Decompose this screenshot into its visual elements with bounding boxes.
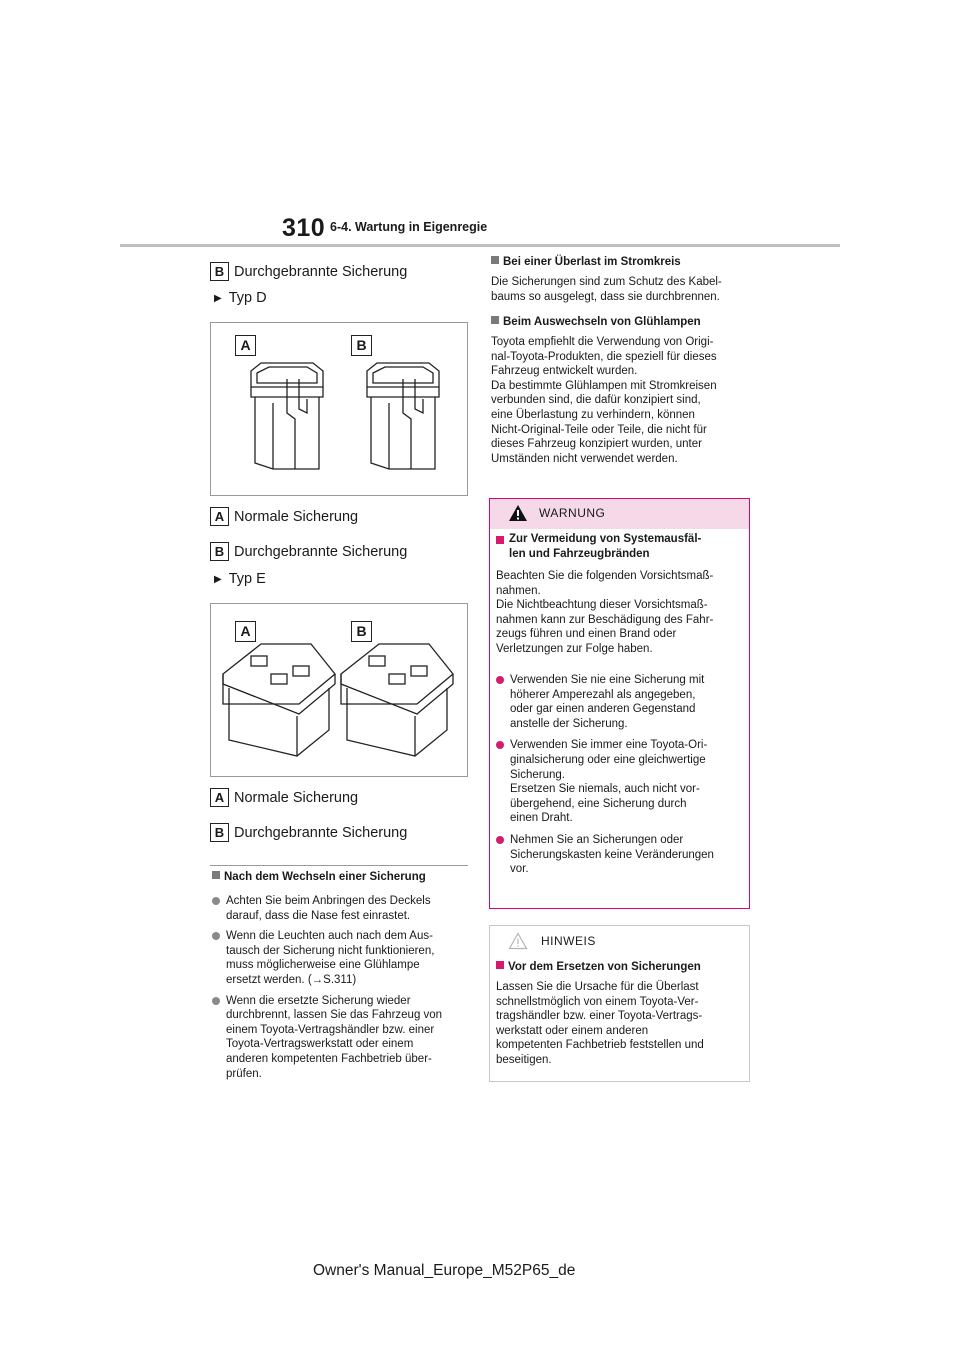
line: einen Draht. bbox=[510, 812, 573, 825]
bullet-dot-icon bbox=[496, 836, 504, 844]
line: Achten Sie beim Anbringen des Deckels bbox=[226, 895, 431, 907]
line: Ersetzen Sie niemals, auch nicht vor- bbox=[510, 783, 700, 796]
line: nahmen. bbox=[496, 584, 541, 597]
caption-text: Normale Sicherung bbox=[234, 789, 359, 806]
caption-text: Durchgebrannte Sicherung bbox=[234, 263, 408, 280]
fuse-typ-e-illustration bbox=[211, 604, 467, 776]
typ-d-heading bbox=[214, 290, 267, 306]
line: Wenn die ersetzte Sicherung wieder bbox=[226, 994, 411, 1007]
line: vor. bbox=[510, 863, 529, 876]
line: tragshändler bzw. einer Toyota-Vertrags- bbox=[496, 1010, 703, 1023]
section-title-text: Nach dem Wechseln einer Sicherung bbox=[224, 871, 426, 883]
line: ersetzt werden. (→S.311) bbox=[226, 973, 357, 986]
fuse-typ-d-illustration bbox=[211, 323, 467, 495]
line: Toyota-Vertragswerkstatt oder einem bbox=[226, 1038, 414, 1051]
bullet-dot-icon bbox=[496, 676, 504, 684]
figure-label-b: B bbox=[351, 621, 372, 642]
line: verbunden sind, die dafür konzipiert sind, bbox=[491, 394, 701, 407]
triangle-right-icon: ▶ bbox=[214, 574, 222, 585]
line: Verletzungen zur Folge haben. bbox=[496, 642, 653, 655]
line: Umständen nicht verwendet werden. bbox=[491, 452, 678, 465]
footer-title: Owner's Manual_Europe_M52P65_de bbox=[313, 1262, 576, 1279]
bullet-dot-icon bbox=[212, 897, 220, 905]
warning-triangle-icon bbox=[508, 504, 528, 522]
line: Verwenden Sie nie eine Sicherung mit bbox=[510, 674, 705, 686]
note-title bbox=[496, 961, 701, 973]
bulb-title bbox=[491, 316, 701, 328]
line: Lassen Sie die Ursache für die Überlast bbox=[496, 981, 699, 993]
overload-title-text: Bei einer Überlast im Stromkreis bbox=[503, 256, 681, 268]
bullet-dot-icon bbox=[212, 932, 220, 940]
line: zeugs führen und einen Brand oder bbox=[496, 628, 677, 641]
header-rule bbox=[120, 244, 840, 247]
line: ginalsicherung oder eine gleichwertige bbox=[510, 753, 706, 766]
note-text bbox=[496, 980, 746, 1068]
caption-blown-fuse-top bbox=[210, 262, 407, 281]
figure-label-b: B bbox=[351, 335, 372, 356]
line: schnellstmöglich von einem Toyota-Ver- bbox=[496, 995, 699, 1008]
line: nahmen kann zur Beschädigung des Fahr- bbox=[496, 613, 714, 626]
bullet-dot-icon bbox=[212, 997, 220, 1005]
note-title-text: Vor dem Ersetzen von Sicherungen bbox=[508, 961, 701, 973]
line: einem Toyota-Vertragshändler bzw. einer bbox=[226, 1023, 435, 1036]
line: Nicht-Original-Teile oder Teile, die nicht für bbox=[491, 423, 707, 436]
line: Die Sicherungen sind zum Schutz des Kabel- bbox=[491, 276, 722, 288]
caption-normal-fuse-e bbox=[210, 788, 358, 807]
warning-intro bbox=[496, 569, 746, 657]
overload-title bbox=[491, 256, 681, 268]
list-item bbox=[212, 894, 472, 923]
square-bullet-icon bbox=[491, 316, 499, 324]
line: oder gar einen anderen Gegenstand bbox=[510, 703, 696, 716]
typ-e-label: Typ E bbox=[228, 571, 266, 587]
square-bullet-icon bbox=[496, 961, 504, 969]
bullet-dot-icon bbox=[496, 741, 504, 749]
list-item bbox=[496, 738, 746, 826]
figure-typ-e bbox=[210, 603, 468, 777]
badge-b: B bbox=[210, 542, 229, 561]
line: Toyota empfiehlt die Verwendung von Origi- bbox=[491, 336, 714, 348]
badge-b: B bbox=[210, 262, 229, 281]
line: Wenn die Leuchten auch nach dem Aus- bbox=[226, 930, 433, 943]
line: kompetenten Fachbetrieb feststellen und bbox=[496, 1039, 704, 1052]
square-bullet-icon bbox=[496, 536, 504, 544]
line: darauf, dass die Nase fest einrastet. bbox=[226, 909, 411, 922]
caption-blown-fuse-d bbox=[210, 542, 407, 561]
warning-bullet-list bbox=[496, 673, 746, 877]
line: nal-Toyota-Produkten, die speziell für dieses bbox=[491, 350, 717, 363]
warning-label: WARNUNG bbox=[539, 506, 606, 520]
figure-typ-d bbox=[210, 322, 468, 496]
bulb-text bbox=[491, 335, 761, 466]
badge-a: A bbox=[210, 507, 229, 526]
caption-blown-fuse-e bbox=[210, 823, 407, 842]
list-item bbox=[496, 673, 746, 731]
triangle-right-icon: ▶ bbox=[214, 293, 222, 304]
line: Sicherungskasten keine Veränderungen bbox=[510, 848, 714, 861]
line: Sicherung. bbox=[510, 768, 565, 781]
warning-title bbox=[496, 532, 746, 561]
note-label: HINWEIS bbox=[541, 934, 596, 948]
line: durchbrennt, lassen Sie das Fahrzeug von bbox=[226, 1009, 443, 1022]
line: anderen kompetenten Fachbetrieb über- bbox=[226, 1052, 432, 1065]
square-bullet-icon bbox=[212, 871, 220, 879]
list-item bbox=[212, 994, 472, 1082]
line: beseitigen. bbox=[496, 1053, 552, 1066]
line: eine Überlastung zu verhindern, können bbox=[491, 408, 695, 421]
left-bullet-list bbox=[212, 894, 472, 1081]
line: Nehmen Sie an Sicherungen oder bbox=[510, 833, 684, 846]
caution-triangle-icon bbox=[508, 932, 528, 950]
line: len und Fahrzeugbränden bbox=[509, 547, 650, 560]
line: Beachten Sie die folgenden Vorsichtsmaß- bbox=[496, 570, 714, 582]
line: anstelle der Sicherung. bbox=[510, 717, 628, 730]
bulb-title-text: Beim Auswechseln von Glühlampen bbox=[503, 316, 701, 328]
line: muss möglicherweise eine Glühlampe bbox=[226, 959, 420, 972]
line: tausch der Sicherung nicht funktionieren, bbox=[226, 944, 435, 957]
list-item bbox=[496, 833, 746, 877]
overload-text bbox=[491, 275, 761, 304]
line: baums so ausgelegt, dass sie durchbrennen. bbox=[491, 290, 720, 303]
typ-e-heading bbox=[214, 571, 266, 587]
list-item bbox=[212, 929, 472, 987]
page-number: 310 bbox=[282, 214, 326, 242]
caption-text: Durchgebrannte Sicherung bbox=[234, 824, 408, 841]
section-title-after-fuse-change bbox=[212, 871, 426, 883]
badge-a: A bbox=[210, 788, 229, 807]
caption-text: Durchgebrannte Sicherung bbox=[234, 543, 408, 560]
figure-label-a: A bbox=[235, 335, 256, 356]
figure-label-a: A bbox=[235, 621, 256, 642]
line: höherer Amperezahl als angegeben, bbox=[510, 688, 696, 701]
line: Da bestimmte Glühlampen mit Stromkreisen bbox=[491, 379, 717, 392]
square-bullet-icon bbox=[491, 256, 499, 264]
line: dieses Fahrzeug konzipiert wurden, unter bbox=[491, 438, 702, 451]
section-rule bbox=[210, 865, 468, 866]
caption-text: Normale Sicherung bbox=[234, 508, 359, 525]
badge-b: B bbox=[210, 823, 229, 842]
line: Fahrzeug entwickelt wurden. bbox=[491, 365, 638, 378]
line: Verwenden Sie immer eine Toyota-Ori- bbox=[510, 739, 708, 752]
line: werkstatt oder einem anderen bbox=[496, 1024, 649, 1037]
warning-header bbox=[490, 499, 749, 529]
line: übergehend, eine Sicherung durch bbox=[510, 797, 687, 810]
caption-normal-fuse-d bbox=[210, 507, 358, 526]
chapter-title: 6-4. Wartung in Eigenregie bbox=[330, 220, 488, 234]
line: Die Nichtbeachtung dieser Vorsichtsmaß- bbox=[496, 599, 708, 612]
typ-d-label: Typ D bbox=[228, 290, 267, 306]
line: Zur Vermeidung von Systemausfäl- bbox=[509, 533, 702, 545]
line: prüfen. bbox=[226, 1067, 262, 1080]
